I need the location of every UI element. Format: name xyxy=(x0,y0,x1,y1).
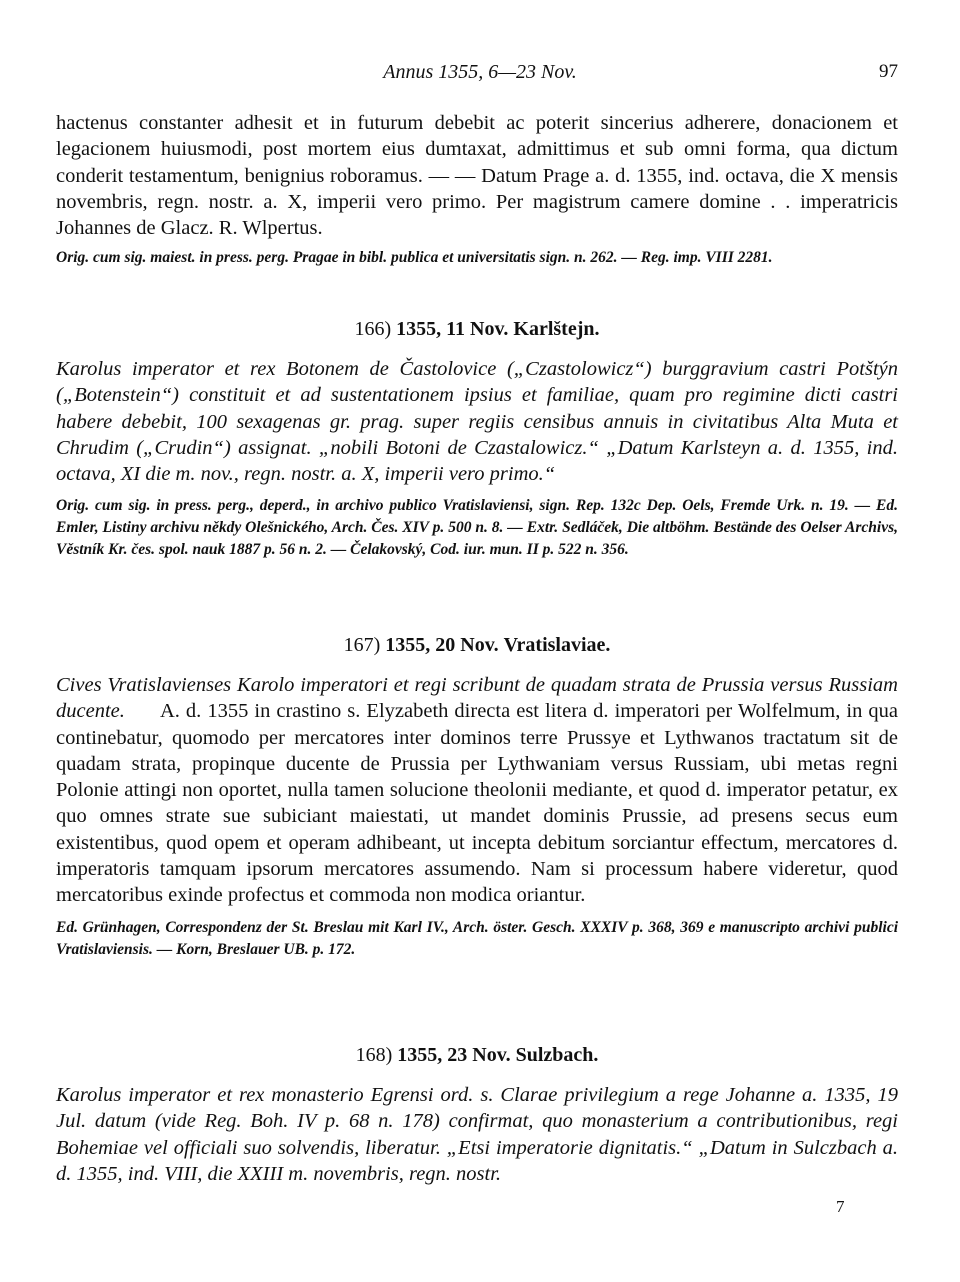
entry-167-heading xyxy=(56,632,898,658)
entry-167-body xyxy=(56,672,898,909)
entry-166-regest: Karolus imperator et rex Botonem de Častolovice („Czastolowicz“) burggravium castri Potštýn („Botenstein“) constituit et ad sustentationem ipsius et familiae, quam pro regimine dicti castri habere debebit, 100 sexagenas gr. prag. super regiis censibus annuis in civitatibus Alta Muta et Chrudim („Crudin“) assignat. „nobili Botoni de Czastalowicz.“ „Datum Karlsteyn a. d. 1355, ind. octava, XI die m. nov., regn. nostr. a. X, imperii vero primo.“ xyxy=(56,358,898,486)
entry-167-place: Vratislaviae. xyxy=(503,634,611,656)
entry-166-number: 166) xyxy=(354,318,392,340)
entry-167-regest: Cives Vratislavienses Karolo imperatori et regi scribunt de quadam strata de Prussia versus Russiam ducente. xyxy=(56,674,898,723)
entry-165-continuation xyxy=(56,110,898,269)
entry-168-heading xyxy=(56,1042,898,1068)
entry-165-text: hactenus constanter adhesit et in futurum debebit ac poterit sincerius adherere, donacionem et legacionem huiusmodi, post mortem eius dumtaxat, admittimus et sub omni forma, qua dictum conderit testamentum, benignius roboramus. — — Datum Prage a. d. 1355, ind. octava, die X mensis novembris, regn. nostr. a. X, imperii vero primo. Per magistrum camere domine . . imperatricis Johannes de Glacz. R. Wlpertus. xyxy=(56,112,898,240)
entry-166-heading xyxy=(56,316,898,342)
signature-mark: 7 xyxy=(836,1197,845,1216)
entry-167-number: 167) xyxy=(343,634,381,656)
entry-168-place: Sulzbach. xyxy=(515,1044,599,1066)
entry-166-note: Orig. cum sig. in press. perg., deperd., in archivo publico Vratislaviensi, sign. Rep. 132c Dep. Oels, Fremde Urk. n. 19. — Ed. Emler, Listiny archivu někdy Olešnického, Arch. Čes. XIV p. 500 n. 8. — Extr. Sedláček, Die altböhm. Bestände des Oelser Archivs, Věstník Kr. čes. spol. nauk 1887 p. 56 n. 2. — Čelakovský, Cod. iur. mun. II p. 522 n. 356. xyxy=(56,497,898,559)
entry-165-note: Orig. cum sig. maiest. in press. perg. Pragae in bibl. publica et universitatis sign. n. 262. — Reg. imp. VIII 2281. xyxy=(56,249,773,267)
entry-166 xyxy=(56,316,898,561)
entry-168-date: 1355, 23 Nov. xyxy=(397,1044,511,1066)
entry-167-text: A. d. 1355 in crastino s. Elyzabeth directa est litera d. imperatori per Wolfelmum, in qua continebatur, quomodo per mercatores inter dominos terre Prussye et Lythwanos tractatum sit de quadam strata, propinque ducente de Prussia per Lythwaniam versus Russiam, ubi metas regni Polonie attingi non oportet, nulla tamen solucione theolonii mediante, et quod d. imperator petatur, ex quo omnes strate sue subiciant maiestati, ut mandet dominis Prussie, ad presens secus eum existentibus, quod opem et operam adhibeant, ut incepta debitum sorciantur effectum, mercatores d. imperatoris tamquam ipsorum mercatores assumendo. Nam si processum habere videretur, quod mercatoribus exinde profectus et commoda non modica oriantur. xyxy=(56,700,898,907)
entry-166-place: Karlštejn. xyxy=(513,318,600,340)
entry-168-number: 168) xyxy=(355,1044,393,1066)
entry-168 xyxy=(56,1042,898,1187)
running-title: Annus 1355, 6—23 Nov. xyxy=(383,61,577,83)
entry-166-date: 1355, 11 Nov. xyxy=(396,318,509,340)
entry-168-regest: Karolus imperator et rex monasterio Egrensi ord. s. Clarae privilegium a rege Johanne a. 1335, 19 Jul. datum (vide Reg. Boh. IV p. 68 n. 178) confirmat, quo monasterium a contributionibus, regi Bohemiae vel officiali suo solvendis, liberatur. „Etsi imperatorie dignitatis.“ „Datum in Sulczbach a. d. 1355, ind. VIII, die XXIII m. novembris, regn. nostr. xyxy=(56,1084,898,1185)
entry-167-date: 1355, 20 Nov. xyxy=(385,634,499,656)
entry-167-note: Ed. Grünhagen, Correspondenz der St. Breslau mit Karl IV., Arch. öster. Gesch. XXXIV p. 368, 369 e manuscripto archivi publici Vratislaviensis. — Korn, Breslauer UB. p. 172. xyxy=(56,918,898,958)
entry-167 xyxy=(56,632,898,961)
page-number: 97 xyxy=(879,61,898,82)
